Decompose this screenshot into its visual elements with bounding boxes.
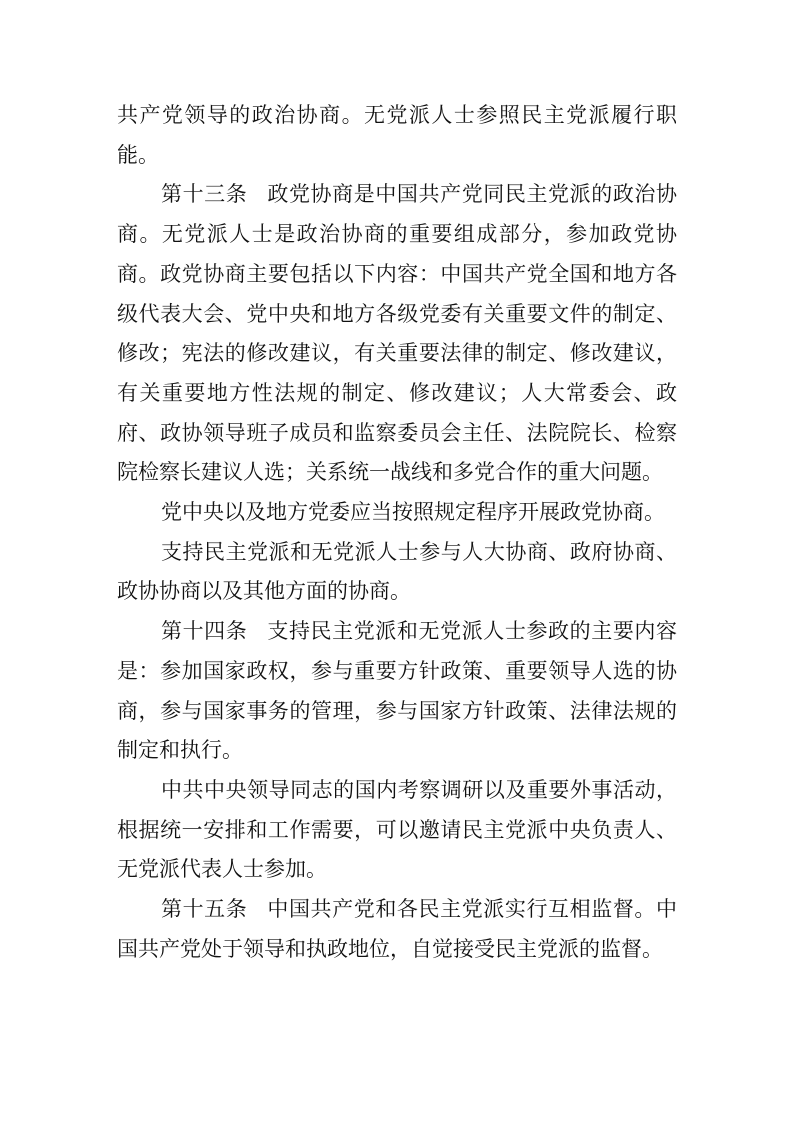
article-number: 第十四条 bbox=[161, 619, 248, 644]
paragraph-text: 支持民主党派和无党派人士参政的主要内容是：参加国家政权，参与重要方针政策、重要领导人选的协商，参与国家事务的管理，参与国家方针政策、法律法规的制定和执行。 bbox=[117, 619, 678, 763]
paragraph-text: 党中央以及地方党委应当按照规定程序开展政党协商。 bbox=[161, 500, 665, 525]
paragraph-article-13 bbox=[117, 175, 677, 493]
paragraph-article-14 bbox=[117, 612, 677, 771]
paragraph-text: 支持民主党派和无党派人士参与人大协商、政府协商、政协协商以及其他方面的协商。 bbox=[117, 539, 677, 604]
article-number: 第十三条 bbox=[161, 182, 248, 207]
paragraph-support-consultation bbox=[117, 533, 677, 612]
paragraph-text: 共产党领导的政治协商。无党派人士参照民主党派履行职能。 bbox=[117, 103, 677, 167]
article-number: 第十五条 bbox=[161, 897, 248, 922]
document-body bbox=[117, 96, 677, 969]
paragraph-text: 中共中央领导同志的国内考察调研以及重要外事活动，根据统一安排和工作需要，可以邀请民主党派中央负责人、无党派代表人士参加。 bbox=[117, 777, 677, 882]
paragraph-continuation bbox=[117, 96, 677, 175]
paragraph-central-committee bbox=[117, 493, 677, 533]
paragraph-text: 政党协商是中国共产党同民主党派的政治协商。无党派人士是政治协商的重要组成部分，参加政党协商。政党协商主要包括以下内容：中国共产党全国和地方各级代表大会、党中央和地方各级党委有关重要文件的制定、修改；宪法的修改建议，有关重要法律的制定、修改建议，有关重要地方性法规的制定、修改建议；人大常委会、政府、政协领导班子成员和监察委员会主任、法院院长、检察院检察长建议人选；关系统一战线和多党合作的重大问题。 bbox=[117, 182, 678, 485]
paragraph-leaders-invite bbox=[117, 771, 677, 890]
paragraph-text: 中国共产党和各民主党派实行互相监督。中国共产党处于领导和执政地位，自觉接受民主党派的监督。 bbox=[117, 897, 678, 961]
paragraph-article-15 bbox=[117, 890, 677, 969]
